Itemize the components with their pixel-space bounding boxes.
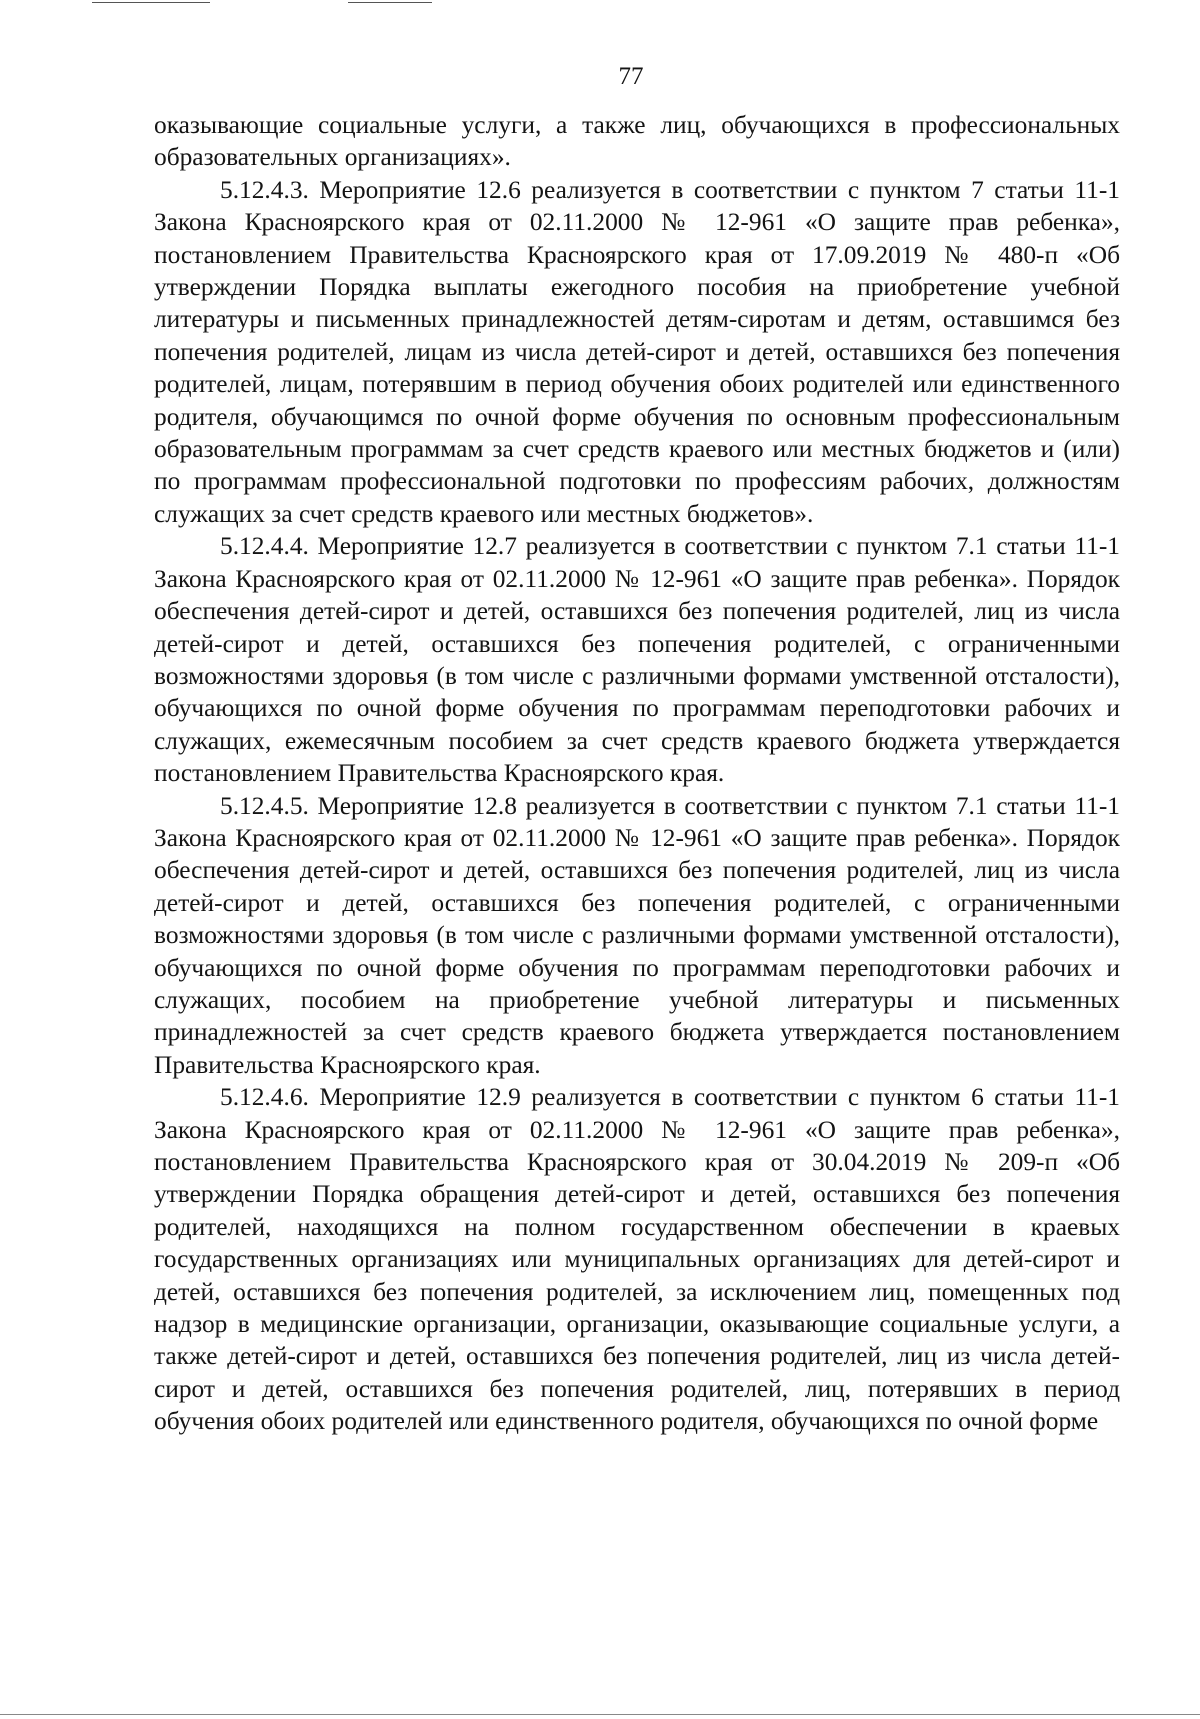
scan-artifact-line [0, 1714, 1200, 1715]
paragraph-5-12-4-5: 5.12.4.5. Мероприятие 12.8 реализуется в соответствии с пунктом 7.1 статьи 11-1 Закона Красноярского края от 02.11.2000 № 12-961 «О защите прав ребенка». Порядок обеспечения детей-сирот и детей, оставшихся без попечения родителей, лиц из числа детей-сирот и детей, оставшихся без попечения родителей, с ограниченными возможностями здоровья (в том числе с различными формами умственной отсталости), обучающихся по очной форме обучения по программам переподготовки рабочих и служащих, пособием на приобретение учебной литературы и письменных принадлежностей за счет средств краевого бюджета утверждается постановлением Правительства Красноярского края. [154, 791, 1120, 1079]
paragraph-5-12-4-4: 5.12.4.4. Мероприятие 12.7 реализуется в соответствии с пунктом 7.1 статьи 11-1 Закона Красноярского края от 02.11.2000 № 12-961 «О защите прав ребенка». Порядок обеспечения детей-сирот и детей, оставшихся без попечения родителей, лиц из числа детей-сирот и детей, оставшихся без попечения родителей, с ограниченными возможностями здоровья (в том числе с различными формами умственной отсталости), обучающихся по очной форме обучения по программам переподготовки рабочих и служащих, ежемесячным пособием за счет средств краевого бюджета утверждается постановлением Правительства Красноярского края. [154, 532, 1120, 788]
paragraph-5-12-4-6: 5.12.4.6. Мероприятие 12.9 реализуется в соответствии с пунктом 6 статьи 11-1 Закона Красноярского края от 02.11.2000 № 12-961 «О защите прав ребенка», постановлением Правительства Красноярского края от 30.04.2019 № 209-п «Об утверждении Порядка обращения детей-сирот и детей, оставшихся без попечения родителей, находящихся на полном государственном обеспечении в краевых государственных организациях или муниципальных организациях для детей-сирот и детей, оставшихся без попечения родителей, за исключением лиц, помещенных под надзор в медицинские организации, организации, оказывающие социальные услуги, а также детей-сирот и детей, оставшихся без попечения родителей, лиц из числа детей-сирот и детей, оставшихся без попечения родителей, лиц, потерявших в период обучения обоих родителей или единственного родителя, обучающихся по очной форме [154, 1083, 1120, 1436]
scan-artifact-line [348, 2, 432, 3]
document-body [154, 109, 1120, 1438]
paragraph-continuation: оказывающие социальные услуги, а также лиц, обучающихся в профессиональных образовательных организациях». [154, 111, 1120, 172]
scan-artifact-line [92, 2, 210, 3]
page-number: 77 [618, 63, 644, 90]
paragraph-5-12-4-3: 5.12.4.3. Мероприятие 12.6 реализуется в соответствии с пунктом 7 статьи 11-1 Закона Красноярского края от 02.11.2000 № 12-961 «О защите прав ребенка», постановлением Правительства Красноярского края от 17.09.2019 № 480-п «Об утверждении Порядка выплаты ежегодного пособия на приобретение учебной литературы и письменных принадлежностей детям-сиротам и детям, оставшимся без попечения родителей, лицам из числа детей-сирот и детей, оставшихся без попечения родителей, лицам, потерявшим в период обучения обоих родителей или единственного родителя, обучающимся по очной форме обучения по основным профессиональным образовательным программам за счет средств краевого или местных бюджетов и (или) по программам профессиональной подготовки по профессиям рабочих, должностям служащих за счет средств краевого или местных бюджетов». [154, 175, 1120, 528]
